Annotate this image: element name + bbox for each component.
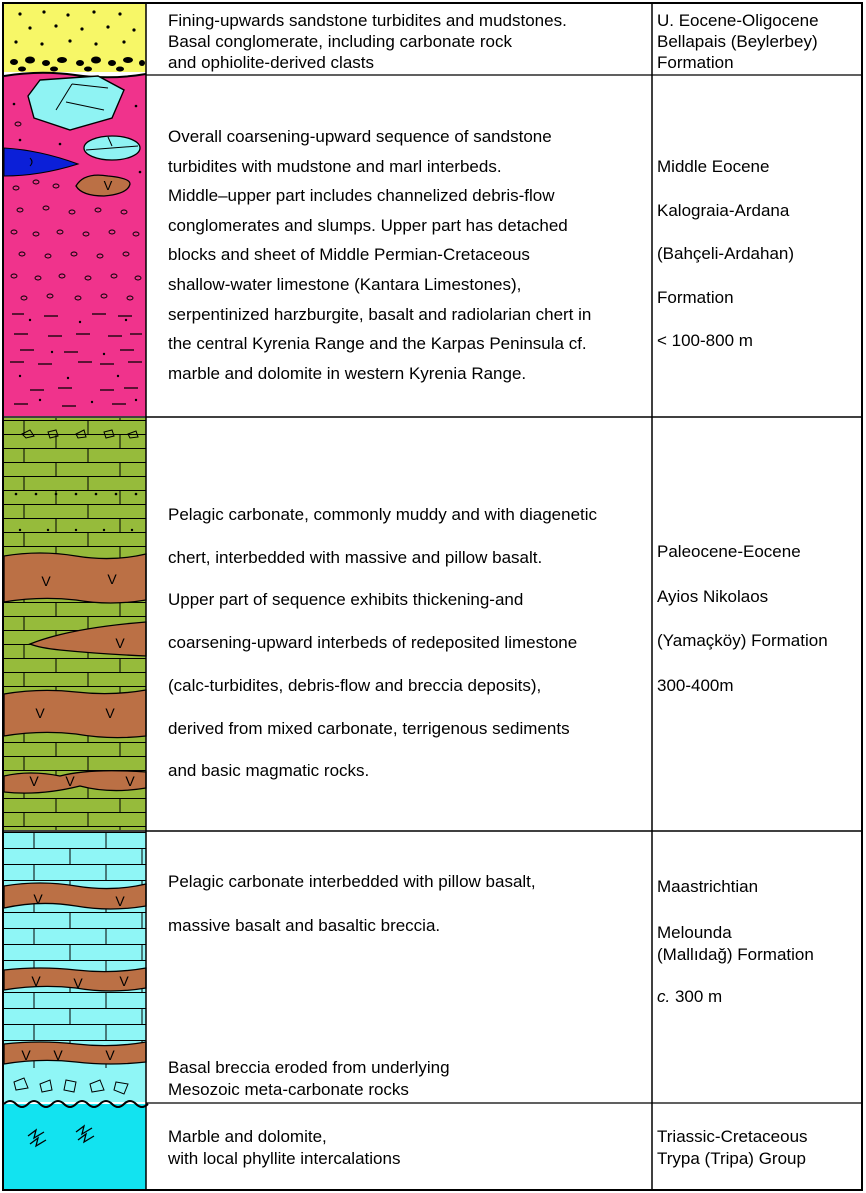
basalt-symbol: V (125, 773, 135, 789)
description-line: serpentinized harzburgite, basalt and radiolarian chert in (168, 304, 592, 324)
basalt-symbol: V (53, 1047, 63, 1063)
description-line: (calc-turbidites, debris-flow and breccia deposits), (168, 675, 542, 695)
age-line: Triassic-Cretaceous (657, 1127, 808, 1146)
basal-note-line: Basal breccia eroded from underlying (168, 1058, 450, 1077)
age-line: Formation (657, 287, 734, 307)
age-line: < 100-800 m (657, 331, 753, 350)
description-line: turbidites with mudstone and marl interbeds. (168, 156, 502, 176)
age-line: Formation (657, 53, 734, 72)
description-line: Marble and dolomite, (168, 1127, 327, 1146)
lithology-bellapais (4, 4, 146, 72)
description-line: Overall coarsening-upward sequence of sandstone (168, 127, 552, 146)
age-line: Paleocene-Eocene (657, 542, 801, 561)
description-line: blocks and sheet of Middle Permian-Cretaceous (168, 245, 530, 265)
basalt-symbol: V (107, 571, 117, 587)
age-line: Middle Eocene (657, 157, 770, 176)
basalt-symbol: V (35, 705, 45, 721)
description-line: marble and dolomite in western Kyrenia Range. (168, 363, 527, 383)
basalt-symbol: V (103, 178, 113, 193)
description-line: derived from mixed carbonate, terrigenous sediments (168, 718, 570, 738)
basalt-symbol: V (41, 573, 51, 589)
unit-age-melounda (657, 876, 814, 1008)
unit-description-bellapais (168, 10, 567, 73)
basalt-symbol: V (115, 635, 125, 651)
age-line: Melounda (657, 923, 732, 942)
lithology-melounda (4, 832, 146, 1102)
age-line: U. Eocene-Oligocene (657, 11, 819, 30)
unit-description-trypa (168, 1126, 400, 1170)
age-line: Maastrichtian (657, 877, 759, 896)
age-line: Trypa (Tripa) Group (657, 1149, 806, 1168)
unit-basal-note-melounda (168, 1057, 450, 1101)
age-line: Ayios Nikolaos (657, 586, 769, 606)
lithology-kalograia-ardana (4, 73, 146, 416)
unit-description-ayios-nikolaos (168, 494, 597, 793)
description-line: Basal conglomerate, including carbonate rock (168, 32, 512, 51)
basalt-symbol: V (115, 893, 125, 909)
unit-age-trypa (657, 1126, 808, 1170)
description-line: chert, interbedded with massive and pillow basalt. (168, 547, 543, 567)
basalt-symbol: V (119, 973, 129, 989)
description-line: with local phyllite intercalations (168, 1149, 401, 1168)
age-line: 300-400m (657, 675, 734, 695)
description-line: the central Kyrenia Range and the Karpas Peninsula cf. (168, 334, 587, 354)
basalt-symbol: V (105, 1047, 115, 1063)
thickness-line (657, 986, 814, 1008)
description-line: and ophiolite-derived clasts (168, 53, 375, 72)
basalt-symbol: V (21, 1047, 31, 1063)
age-line: (Bahçeli-Ardahan) (657, 244, 795, 263)
basalt-symbol: V (33, 891, 43, 907)
description-line: and basic magmatic rocks. (168, 761, 370, 781)
age-line: (Mallıdağ) Formation (657, 945, 814, 964)
lithology-trypa (4, 1101, 148, 1190)
unit-description-melounda (168, 860, 536, 948)
description-line: massive basalt and basaltic breccia. (168, 916, 441, 935)
basal-note-line: Mesozoic meta-carbonate rocks (168, 1080, 409, 1099)
unit-description-kalograia-ardana (168, 122, 591, 388)
description-line: Pelagic carbonate, commonly muddy and with diagenetic (168, 505, 598, 524)
age-line: (Yamaçköy) Formation (657, 631, 828, 650)
description-line: shallow-water limestone (Kantara Limestones), (168, 274, 522, 294)
lithology-ayios-nikolaos (4, 418, 146, 830)
description-line: Upper part of sequence exhibits thickening-and (168, 590, 524, 610)
description-line: Pelagic carbonate interbedded with pillow basalt, (168, 872, 536, 891)
unit-age-bellapais (657, 10, 819, 73)
basalt-symbol: V (73, 975, 83, 991)
description-line: coarsening-upward interbeds of redeposited limestone (168, 633, 578, 653)
thickness-value: 300 m (674, 987, 723, 1006)
thickness-prefix: c. (657, 987, 671, 1006)
basalt-symbol: V (29, 773, 39, 789)
age-line: Bellapais (Beylerbey) (657, 32, 818, 51)
unit-age-ayios-nikolaos (657, 530, 828, 708)
basalt-symbol: V (65, 773, 75, 789)
description-line: Middle–upper part includes channelized debris-flow (168, 186, 555, 206)
basalt-symbol: V (31, 973, 41, 989)
basalt-symbol: V (105, 705, 115, 721)
unit-age-kalograia-ardana (657, 145, 794, 363)
age-line: Kalograia-Ardana (657, 200, 790, 220)
description-line: conglomerates and slumps. Upper part has detached (168, 215, 568, 235)
description-line: Fining-upwards sandstone turbidites and mudstones. (168, 11, 567, 30)
